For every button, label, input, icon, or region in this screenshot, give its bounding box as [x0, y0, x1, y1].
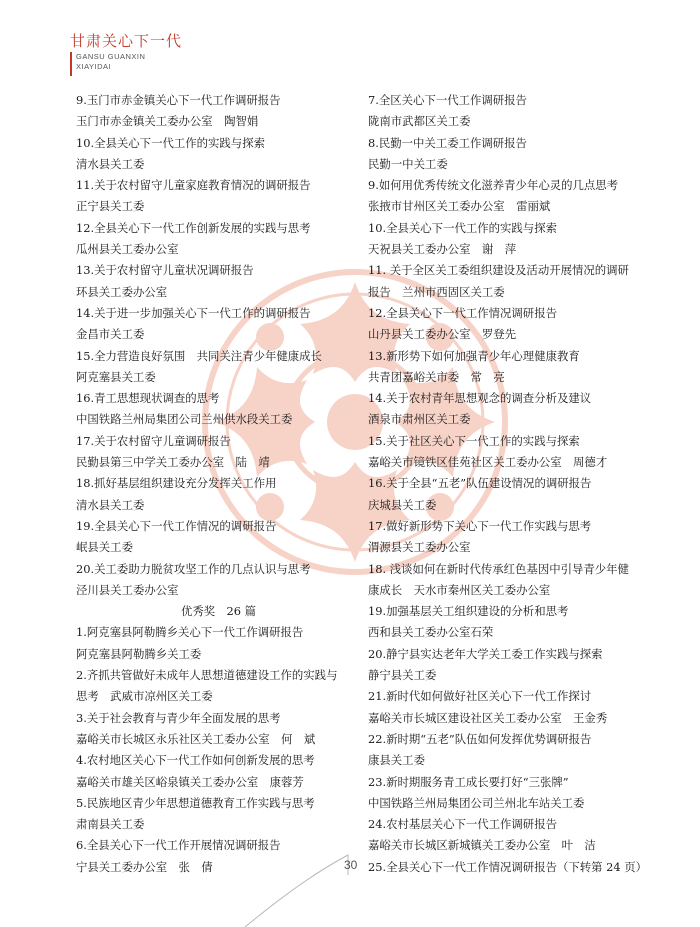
list-line: 玉门市赤金镇关工委办公室 陶智娟	[76, 114, 259, 129]
list-line: 思考 武威市凉州区关工委	[76, 689, 213, 704]
list-line: 9.玉门市赤金镇关心下一代工作调研报告	[76, 93, 281, 107]
list-line: 13.关于农村留守儿童状况调研报告	[76, 263, 254, 278]
list-line: 3.关于社会教育与青少年全面发展的思考	[76, 710, 281, 725]
list-line: 庆城县关工委	[368, 497, 437, 512]
list-line: 16.青工思想现状调查的思考	[76, 391, 220, 406]
list-line: 泾川县关工委办公室	[76, 582, 179, 597]
list-line: 16.关于全县“五老”队伍建设情况的调研报告	[368, 476, 592, 491]
list-line: 20.关工委助力脱贫攻坚工作的几点认识与思考	[76, 561, 311, 576]
list-line: 2.齐抓共管做好未成年人思想道德建设工作的实践与	[76, 668, 338, 683]
list-line: 康成长 天水市秦州区关工委办公室	[368, 582, 551, 597]
list-line: 西和县关工委办公室石荣	[368, 625, 494, 640]
list-line: 11.关于农村留守儿童家庭教育情况的调研报告	[76, 178, 311, 193]
list-line: 9.如何用优秀传统文化滋养青少年心灵的几点思考	[368, 178, 619, 193]
list-line: 环县关工委办公室	[76, 284, 168, 299]
logo-divider	[70, 52, 72, 76]
list-line: 共青团嘉峪关市委 常 亮	[368, 369, 505, 384]
list-line: 张掖市甘州区关工委办公室 雷丽斌	[368, 199, 551, 214]
section-heading: 优秀奖 26 篇	[180, 604, 257, 619]
logo-subtitle-pinyin-1: GANSU GUANXIN	[76, 52, 146, 61]
list-line: 8.民勤一中关工委工作调研报告	[368, 135, 527, 150]
list-line: 岷县关工委	[76, 540, 133, 555]
list-line: 山丹县关工委办公室 罗登先	[368, 327, 517, 342]
list-line: 宁县关工委办公室 张 倩	[76, 859, 213, 874]
list-line: 7.全区关心下一代工作调研报告	[368, 93, 527, 107]
list-line: 6.全县关心下一代工作开展情况调研报告	[76, 838, 281, 853]
list-line: 渭源县关工委办公室	[368, 540, 471, 555]
list-line: 12.全县关心下一代工作情况调研报告	[368, 305, 557, 320]
list-line: 17.做好新形势下关心下一代工作实践与思考	[368, 518, 592, 533]
list-line: 肃南县关工委	[76, 817, 145, 832]
list-line: 嘉峪关市长城区建设社区关工委办公室 王金秀	[368, 710, 608, 725]
list-line: 1.阿克塞县阿勒腾乡关心下一代工作调研报告	[76, 625, 304, 640]
list-line: 23.新时期服务青工成长要打好“三张牌”	[368, 774, 569, 789]
list-line: 静宁县关工委	[368, 668, 437, 683]
list-line: 瓜州县关工委办公室	[76, 242, 179, 257]
list-line: 中国铁路兰州局集团公司兰州供水段关工委	[76, 412, 293, 427]
list-line: 嘉峪关市镜铁区佳苑社区关工委办公室 周德才	[368, 455, 608, 470]
list-line: 12.全县关心下一代工作创新发展的实践与思考	[76, 220, 311, 235]
list-line: 25.全县关心下一代工作情况调研报告（下转第 24 页）	[368, 859, 648, 874]
list-line: 酒泉市肃州区关工委	[368, 412, 471, 427]
list-line: 20.静宁县实达老年大学关工委工作实践与探索	[368, 646, 603, 661]
magazine-logo	[70, 30, 183, 80]
list-line: 5.民族地区青少年思想道德教育工作实践与思考	[76, 795, 315, 810]
list-line: 民勤一中关工委	[368, 156, 448, 171]
list-line: 13.新形势下如何加强青少年心理健康教育	[368, 348, 580, 363]
list-line: 15.关于社区关心下一代工作的实践与探索	[368, 433, 580, 448]
logo-title: 甘肃关心下一代	[70, 32, 183, 50]
list-line: 18.抓好基层组织建设充分发挥关工作用	[76, 476, 277, 491]
list-line: 17.关于农村留守儿童调研报告	[76, 433, 231, 448]
list-line: 清水县关工委	[76, 156, 145, 171]
list-line: 天祝县关工委办公室 谢 萍	[368, 242, 517, 257]
list-line: 24.农村基层关心下一代工作调研报告	[368, 817, 557, 832]
list-line: 10.全县关心下一代工作的实践与探索	[368, 220, 557, 235]
list-line: 10.全县关心下一代工作的实践与探索	[76, 135, 265, 150]
list-line: 11. 关于全区关工委组织建设及活动开展情况的调研	[368, 263, 629, 278]
page-number: 30	[344, 858, 358, 872]
list-line: 正宁县关工委	[76, 199, 145, 214]
list-line: 阿克塞县关工委	[76, 369, 156, 384]
list-line: 陇南市武都区关工委	[368, 114, 471, 129]
logo-subtitle-pinyin-2: XIAYIDAI	[76, 62, 112, 71]
list-line: 22.新时期“五老”队伍如何发挥优势调研报告	[368, 731, 592, 746]
list-line: 14.关于进一步加强关心下一代工作的调研报告	[76, 305, 311, 320]
list-line: 19.加强基层关工组织建设的分析和思考	[368, 604, 569, 619]
list-line: 18. 浅谈如何在新时代传承红色基因中引导青少年健	[368, 561, 629, 576]
list-line: 15.全力营造良好氛围 共同关注青少年健康成长	[76, 348, 322, 363]
list-line: 清水县关工委	[76, 497, 145, 512]
list-line: 中国铁路兰州局集团公司兰州北车站关工委	[368, 795, 585, 810]
list-line: 金昌市关工委	[76, 327, 145, 342]
left-column	[76, 90, 361, 878]
list-line: 嘉峪关市长城区新城镇关工委办公室 叶 洁	[368, 838, 596, 853]
list-line: 民勤县第三中学关工委办公室 陆 靖	[76, 455, 270, 470]
list-line: 嘉峪关市长城区永乐社区关工委办公室 何 斌	[76, 731, 316, 746]
list-line: 19.全县关心下一代工作情况的调研报告	[76, 518, 277, 533]
right-column	[368, 90, 653, 878]
list-line: 报告 兰州市西固区关工委	[368, 284, 505, 299]
list-line: 阿克塞县阿勒腾乡关工委	[76, 646, 202, 661]
list-line: 嘉峪关市雄关区峪泉镇关工委办公室 康蓉芳	[76, 774, 304, 789]
list-line: 14.关于农村青年思想观念的调查分析及建议	[368, 391, 592, 406]
list-line: 康县关工委	[368, 753, 425, 768]
list-line: 21.新时代如何做好社区关心下一代工作探讨	[368, 689, 592, 704]
list-line: 4.农村地区关心下一代工作如何创新发展的思考	[76, 753, 315, 768]
